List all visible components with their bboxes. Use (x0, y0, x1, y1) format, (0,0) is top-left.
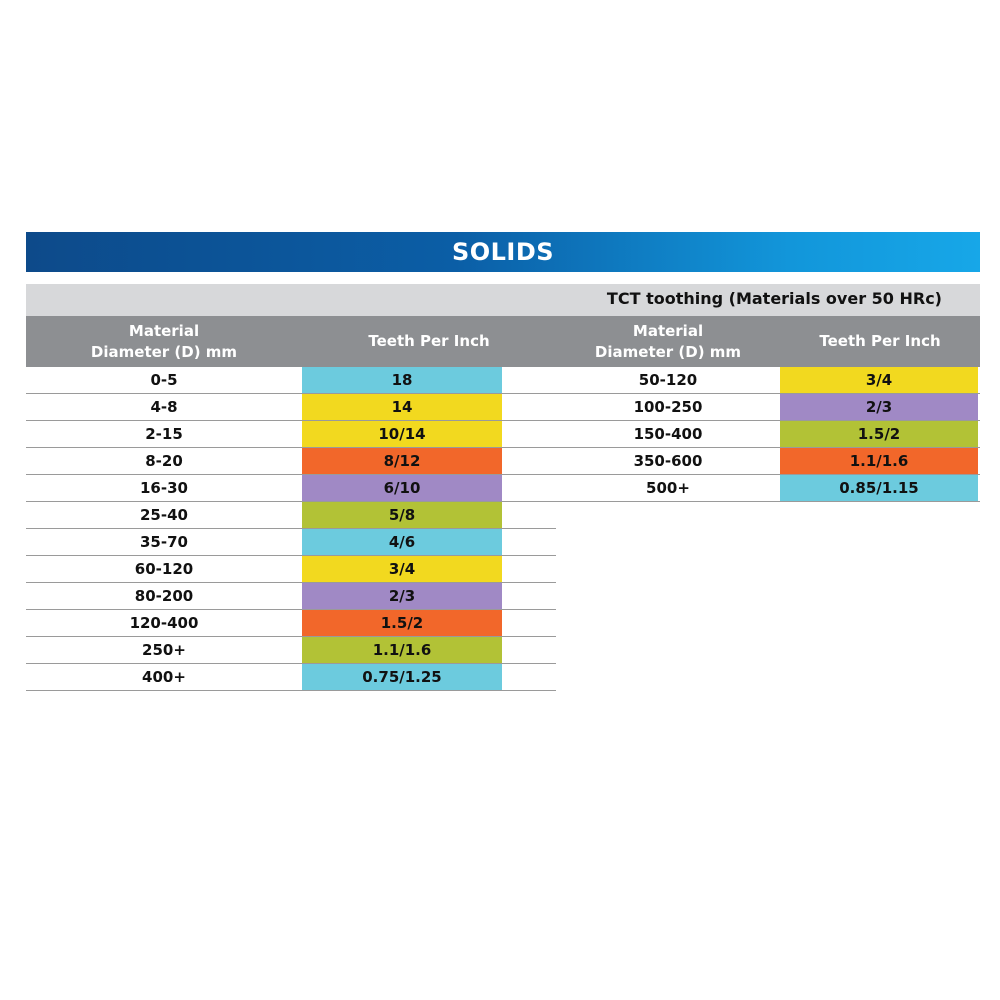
diameter-cell: 16-30 (140, 479, 188, 497)
table-row (26, 421, 556, 448)
diameter-cell: 400+ (142, 668, 186, 686)
left-diameter-header (26, 316, 302, 367)
diameter-cell: 100-250 (633, 398, 703, 416)
diameter-cell: 4-8 (150, 398, 178, 416)
diameter-cell: 35-70 (140, 533, 188, 551)
diameter-header-line1: Material (128, 321, 200, 340)
table-row (26, 502, 556, 529)
tpi-cell: 3/4 (780, 367, 978, 393)
table-row (556, 367, 980, 394)
tpi-header-label: Teeth Per Inch (819, 332, 941, 350)
left-tpi-header (302, 316, 556, 367)
tpi-cell: 4/6 (302, 529, 502, 555)
table-row (26, 448, 556, 475)
table-row (556, 394, 980, 421)
table-row (26, 475, 556, 502)
tpi-cell: 2/3 (302, 583, 502, 609)
diameter-cell: 500+ (646, 479, 690, 497)
table-row (26, 556, 556, 583)
diameter-header-line2: Diameter (D) mm (90, 342, 238, 361)
page-title: SOLIDS (451, 238, 555, 266)
tpi-cell: 1.5/2 (302, 610, 502, 636)
tpi-cell: 0.85/1.15 (780, 475, 978, 501)
tpi-cell: 1.1/1.6 (302, 637, 502, 663)
table-row (556, 421, 980, 448)
diameter-header-line1: Material (632, 321, 704, 340)
table-row (26, 610, 556, 637)
diameter-cell: 250+ (142, 641, 186, 659)
diameter-cell: 50-120 (638, 371, 698, 389)
diameter-cell: 60-120 (134, 560, 194, 578)
diameter-cell: 2-15 (145, 425, 183, 443)
tpi-cell: 18 (302, 367, 502, 393)
right-tpi-header (780, 316, 980, 367)
solids-banner (26, 232, 980, 272)
right-diameter-header (556, 316, 780, 367)
table-row (26, 583, 556, 610)
diameter-cell: 25-40 (140, 506, 188, 524)
right-table (556, 367, 980, 502)
table-row (556, 448, 980, 475)
tpi-cell: 6/10 (302, 475, 502, 501)
table-row (26, 664, 556, 691)
tpi-cell: 14 (302, 394, 502, 420)
tpi-cell: 0.75/1.25 (302, 664, 502, 690)
tpi-cell: 2/3 (780, 394, 978, 420)
tct-subheader-bar (26, 284, 980, 316)
diameter-cell: 80-200 (134, 587, 194, 605)
table-row (26, 637, 556, 664)
tpi-cell: 3/4 (302, 556, 502, 582)
diameter-cell: 0-5 (150, 371, 178, 389)
table-row (26, 367, 556, 394)
tpi-cell: 5/8 (302, 502, 502, 528)
tct-heading: TCT toothing (Materials over 50 HRc) (606, 289, 942, 308)
table-row (26, 394, 556, 421)
left-table (26, 367, 556, 691)
tpi-cell: 1.1/1.6 (780, 448, 978, 474)
diameter-header-line2: Diameter (D) mm (594, 342, 742, 361)
table-row (26, 529, 556, 556)
diameter-cell: 350-600 (633, 452, 703, 470)
tpi-cell: 10/14 (302, 421, 502, 447)
diameter-cell: 8-20 (145, 452, 183, 470)
diameter-cell: 150-400 (633, 425, 703, 443)
tpi-header-label: Teeth Per Inch (368, 332, 490, 350)
tpi-cell: 1.5/2 (780, 421, 978, 447)
tpi-cell: 8/12 (302, 448, 502, 474)
table-row (556, 475, 980, 502)
diameter-cell: 120-400 (129, 614, 199, 632)
